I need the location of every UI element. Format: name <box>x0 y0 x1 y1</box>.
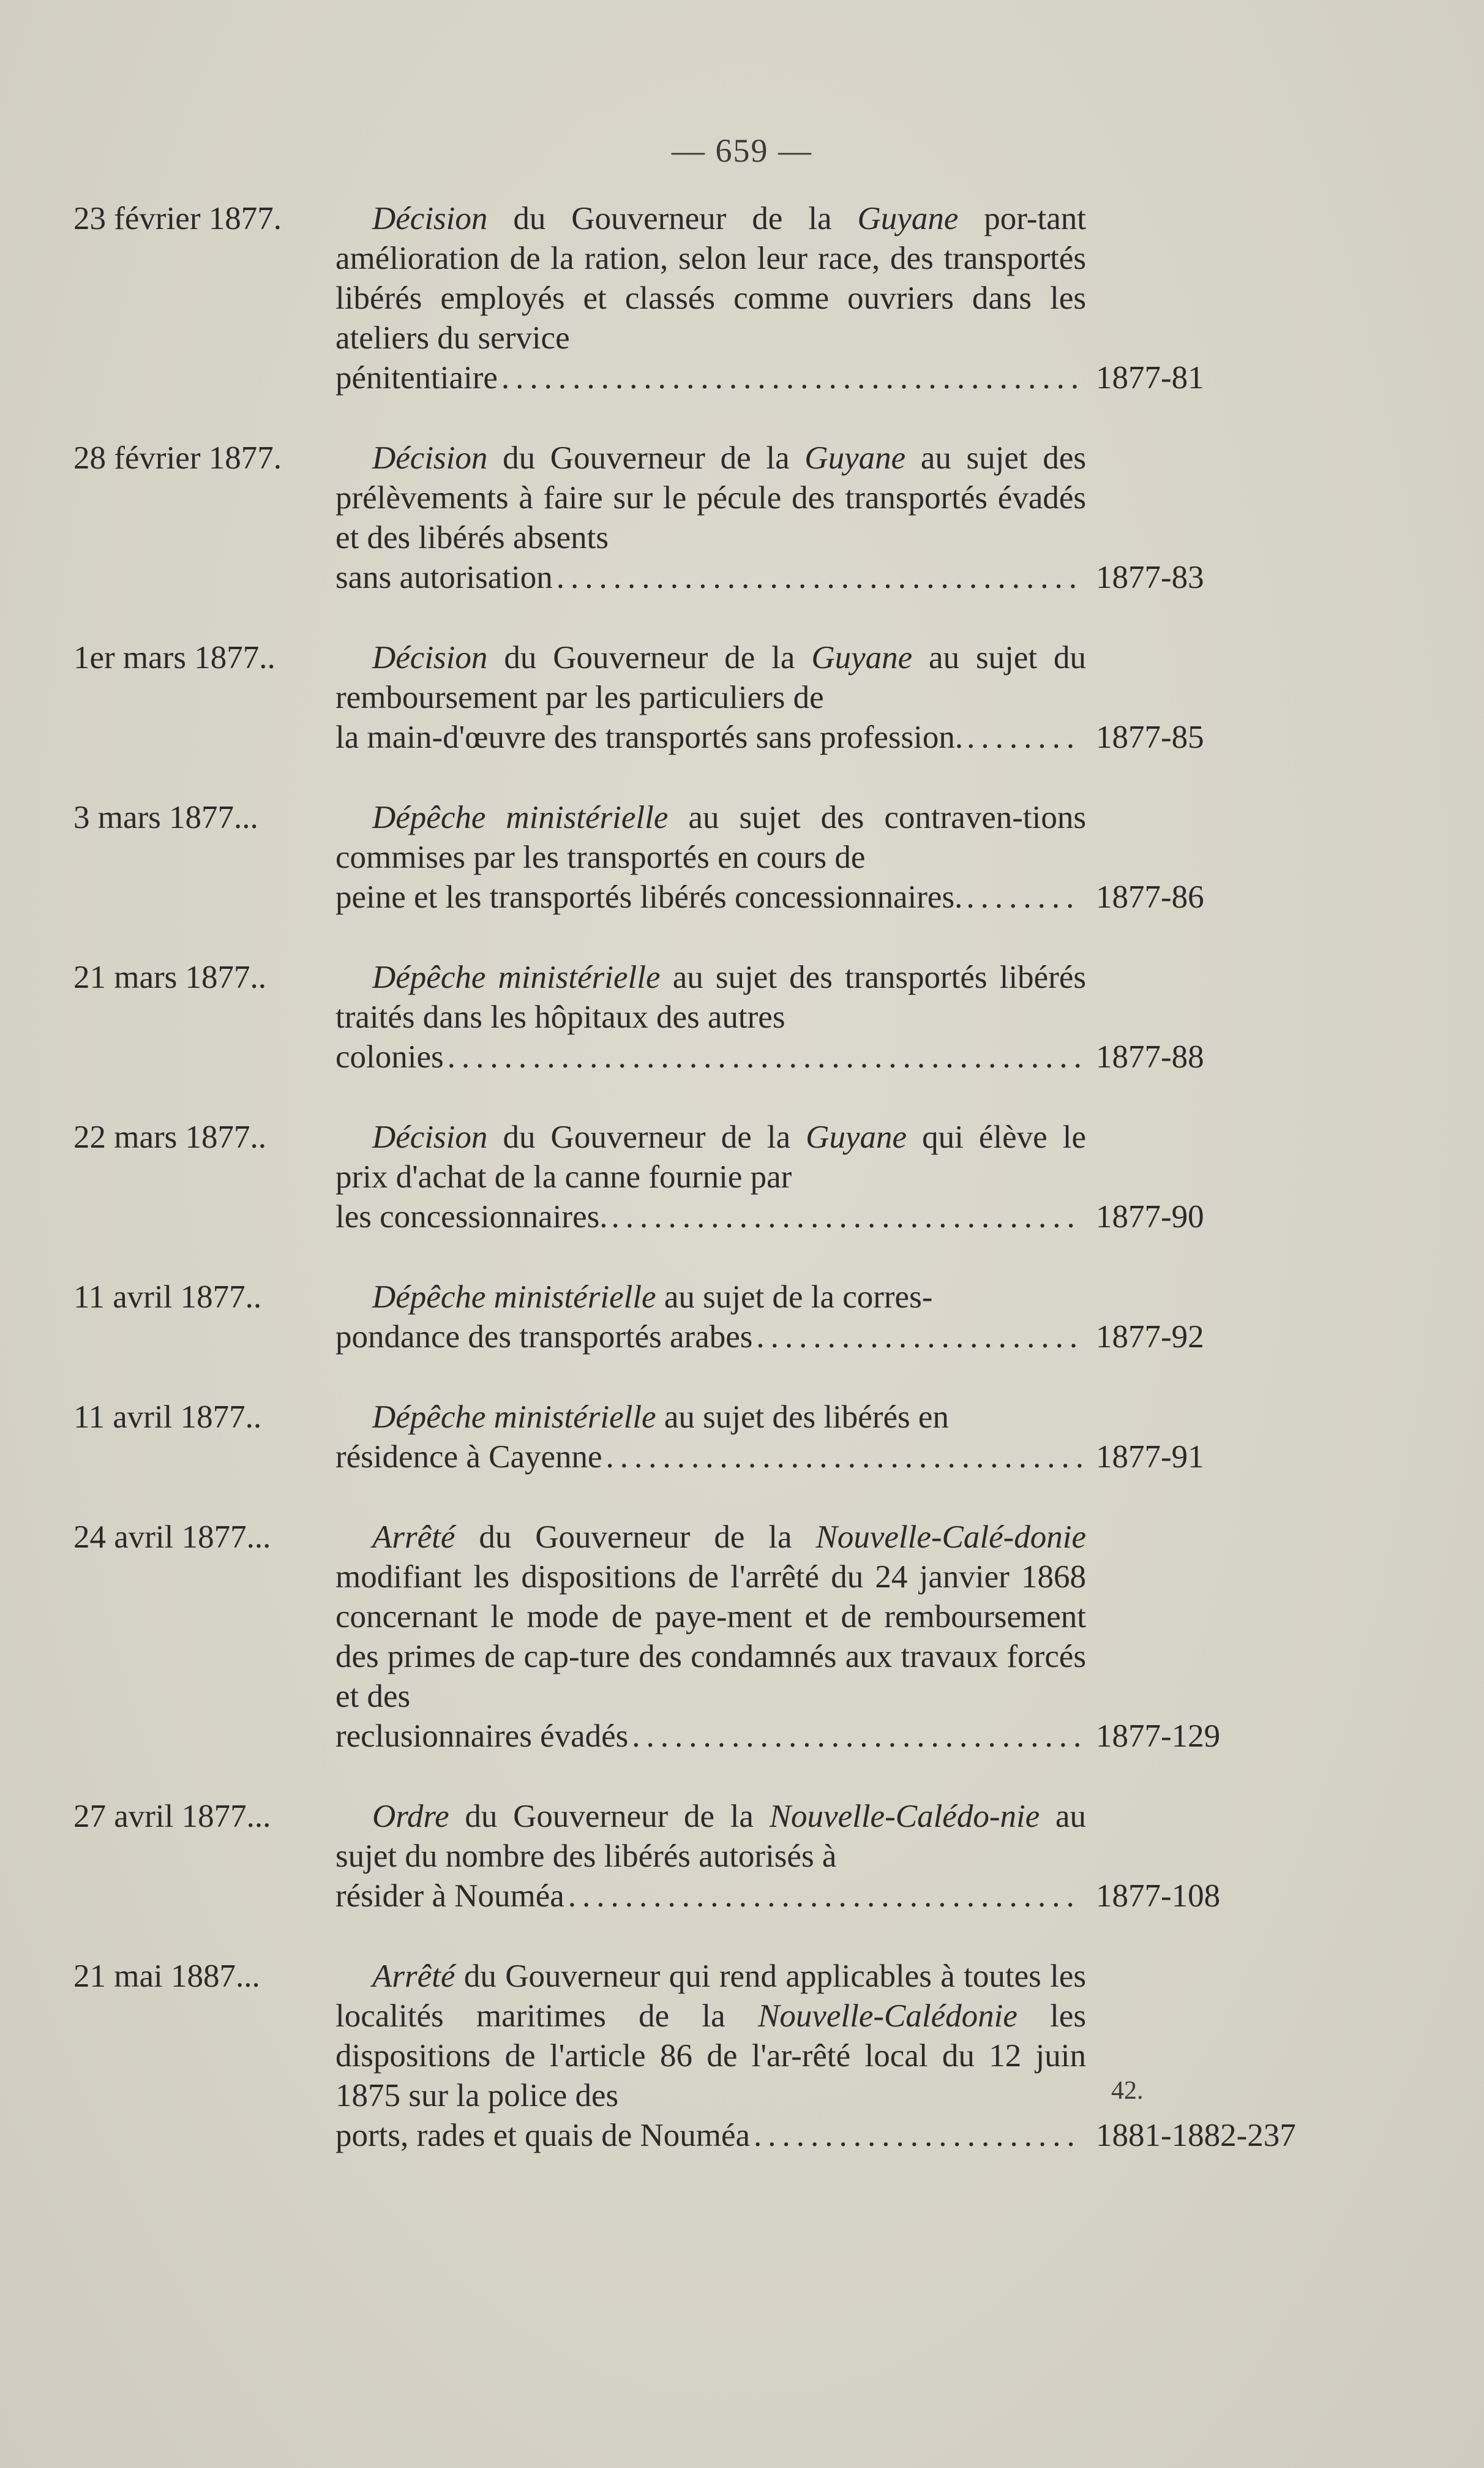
leader-dots <box>448 1037 1082 1077</box>
entry-text: au sujet des transportés libérés traités dans les hôpitaux des autres <box>335 960 1086 1035</box>
entry-place: Guyane <box>806 1119 907 1155</box>
entry-last-line <box>335 1317 1086 1357</box>
entry-last-text: résidence à Cayenne <box>335 1439 602 1475</box>
entry-date: 23 février 1877. <box>73 201 282 236</box>
entry-text: modifiant les dispositions de l'arrêté du 24 janvier 1868 concernant le mode de paye-ment et de remboursement des primes de cap-ture des condamnés aux travaux forcés et des <box>335 1559 1086 1714</box>
entry <box>73 1957 1420 2156</box>
leader-dots <box>556 558 1082 598</box>
entry-text: du Gouverneur de la <box>513 201 858 236</box>
entry-date: 21 mai 1887... <box>73 1958 260 1994</box>
entry-reference: 1877-92 <box>1096 1319 1204 1355</box>
entry-last-text: sans autorisation <box>335 560 553 595</box>
entry <box>73 199 1420 398</box>
entry-reference: 1881-1882-237 <box>1096 2118 1296 2153</box>
leader-dots <box>568 1876 1082 1916</box>
entry-last-line <box>335 878 1086 917</box>
entry-type: Arrêté <box>372 1958 455 1994</box>
entry-type: Ordre <box>372 1799 449 1834</box>
entry <box>73 1797 1420 1916</box>
entry-text: du Gouverneur de la <box>479 1519 816 1555</box>
entry-last-text: peine et les transportés libérés concessionnaires. <box>335 879 963 915</box>
entry-text: au sujet des contraven-tions commises par les transportés en cours de <box>335 800 1086 875</box>
entry-type: Dépêche ministérielle <box>372 1279 656 1315</box>
entry-text: du Gouverneur de la <box>503 1119 806 1155</box>
entry-last-text: ports, rades et quais de Nouméa <box>335 2118 751 2153</box>
entry <box>73 1398 1420 1477</box>
entry-text: por-tant amélioration de la ration, selon leur race, des transportés libérés employés et classés comme ouvriers dans les ateliers du service <box>335 201 1086 356</box>
entry-place: Guyane <box>857 201 959 236</box>
entry-description <box>335 1957 1086 2156</box>
entry-last-text: les concessionnaires. <box>335 1199 608 1235</box>
entry-last-text: reclusionnaires évadés <box>335 1718 629 1754</box>
entry-type: Décision <box>372 1119 488 1155</box>
entry-last-text: pondance des transportés arabes <box>335 1319 753 1355</box>
entry-description <box>335 1797 1086 1916</box>
leader-dots <box>606 1437 1082 1477</box>
entry-date: 3 mars 1877... <box>73 800 258 835</box>
entry-text: au sujet des prélèvements à faire sur le pécule des transportés évadés et des libérés absents <box>335 440 1086 555</box>
entry-text: au sujet de la corres- <box>664 1279 933 1315</box>
entry-date: 21 mars 1877.. <box>73 960 267 995</box>
entry-last-line <box>335 1037 1086 1077</box>
leader-dots <box>632 1717 1082 1756</box>
entry-place: Nouvelle-Calédo-nie <box>769 1799 1040 1834</box>
entry <box>73 438 1420 598</box>
entry-last-line <box>335 1197 1086 1237</box>
entry-date: 28 février 1877. <box>73 440 282 476</box>
entry-last-text: résider à Nouméa <box>335 1878 564 1914</box>
entry-reference: 1877-88 <box>1096 1039 1204 1075</box>
entry-description <box>335 1277 1086 1357</box>
entry <box>73 798 1420 917</box>
entry-text: du Gouverneur de la <box>504 640 812 675</box>
entry-last-line <box>335 1437 1086 1477</box>
entry-place: Guyane <box>811 640 913 675</box>
entry-last-text: pénitentiaire <box>335 360 498 396</box>
entry-type: Dépêche ministérielle <box>372 1399 656 1435</box>
entry-place: Guyane <box>804 440 906 476</box>
entry-reference: 1877-91 <box>1096 1439 1204 1475</box>
entry-description <box>335 638 1086 758</box>
entry-last-line <box>335 1876 1086 1916</box>
entry-text: au sujet du nombre des libérés autorisés à <box>335 1799 1086 1874</box>
entry <box>73 1118 1420 1237</box>
entry-description <box>335 1518 1086 1756</box>
entry-text: au sujet du remboursement par les particuliers de <box>335 640 1086 715</box>
entry-last-text: la main-d'œuvre des transportés sans profession. <box>335 720 964 755</box>
signature-mark: 42. <box>1111 2077 1144 2105</box>
entry-text: du Gouverneur qui rend applicables à toutes les localités maritimes de la <box>335 1958 1087 2034</box>
entry-description <box>335 1398 1086 1477</box>
entry-description <box>335 438 1086 598</box>
entry-description <box>335 958 1086 1077</box>
leader-dots <box>756 1317 1082 1357</box>
entry-reference: 1877-83 <box>1096 560 1204 595</box>
entry-type: Décision <box>372 640 488 675</box>
leader-dots <box>966 878 1082 917</box>
entry-type: Décision <box>372 440 488 476</box>
entry-date: 27 avril 1877... <box>73 1799 271 1834</box>
entry-text: du Gouverneur de la <box>503 440 805 476</box>
entry-text: les dispositions de l'article 86 de l'ar-rêté local du 12 juin 1875 sur la police des <box>335 1998 1087 2113</box>
entry-date: 11 avril 1877.. <box>73 1399 262 1435</box>
entry-type: Arrêté <box>372 1519 455 1555</box>
entry-reference: 1877-129 <box>1096 1718 1221 1754</box>
entry-reference: 1877-108 <box>1096 1878 1221 1914</box>
entry-reference: 1877-85 <box>1096 720 1204 755</box>
entry-date: 22 mars 1877.. <box>73 1119 267 1155</box>
leader-dots <box>967 718 1082 758</box>
entry-text: qui élève le prix d'achat de la canne fournie par <box>335 1119 1086 1195</box>
entry-date: 11 avril 1877.. <box>73 1279 262 1315</box>
entry-last-line <box>335 718 1086 758</box>
entry-date: 24 avril 1877... <box>73 1519 271 1555</box>
entry <box>73 958 1420 1077</box>
leader-dots <box>501 358 1082 398</box>
entry <box>73 638 1420 758</box>
entry-last-line <box>335 358 1086 398</box>
entry-place: Nouvelle-Calédonie <box>757 1998 1017 2034</box>
entry-list <box>73 199 1420 2196</box>
entry-reference: 1877-81 <box>1096 360 1204 396</box>
entry-last-line <box>335 1717 1086 1756</box>
entry-type: Dépêche ministérielle <box>372 800 669 835</box>
entry-last-line <box>335 558 1086 598</box>
entry-date: 1er mars 1877.. <box>73 640 275 675</box>
page-number: — 659 — <box>672 132 812 169</box>
entry-last-line <box>335 2116 1086 2156</box>
entry-description <box>335 199 1086 398</box>
entry-text: du Gouverneur de la <box>465 1799 770 1834</box>
entry-place: Nouvelle-Calé-donie <box>815 1519 1086 1555</box>
leader-dots <box>611 1197 1082 1237</box>
entry-type: Décision <box>372 201 488 236</box>
entry-last-text: colonies <box>335 1039 444 1075</box>
entry <box>73 1277 1420 1357</box>
entry-description <box>335 1118 1086 1237</box>
entry-type: Dépêche ministérielle <box>372 960 661 995</box>
leader-dots <box>754 2116 1082 2156</box>
entry-reference: 1877-86 <box>1096 879 1204 915</box>
entry-description <box>335 798 1086 917</box>
entry-text: au sujet des libérés en <box>664 1399 949 1435</box>
entry-reference: 1877-90 <box>1096 1199 1204 1235</box>
entry <box>73 1518 1420 1756</box>
